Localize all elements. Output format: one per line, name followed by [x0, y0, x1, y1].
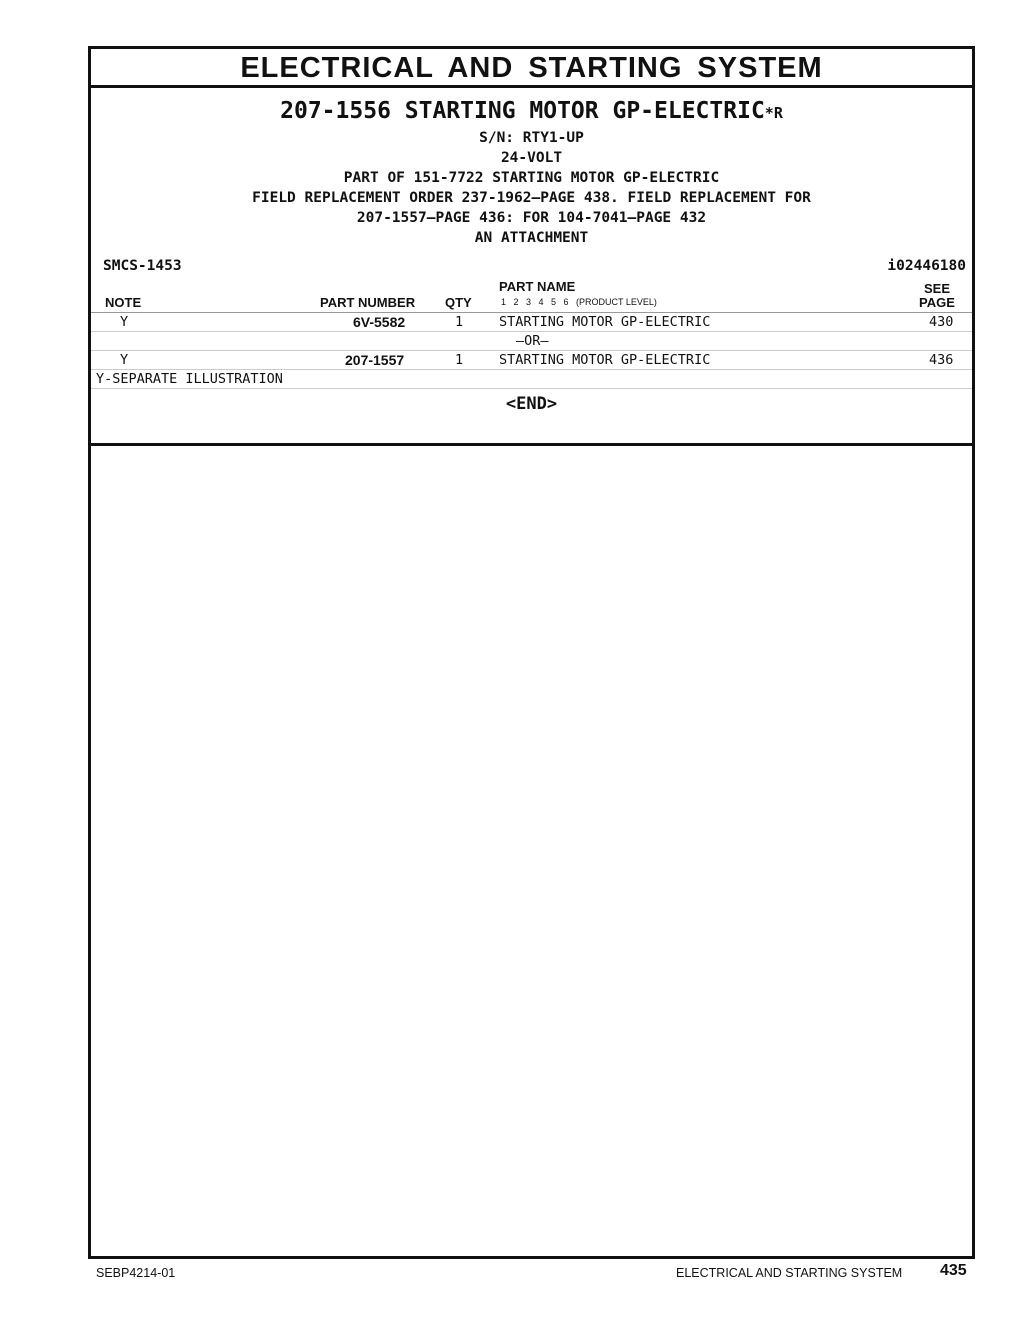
footer-page-number: 435 — [940, 1262, 967, 1279]
row-see-page[interactable]: 430 — [929, 314, 954, 330]
header-part-name: PART NAME — [499, 279, 576, 294]
info-reference: i02446180 — [887, 258, 966, 274]
header-see: SEE — [924, 281, 951, 296]
voltage-line: 24-VOLT — [500, 150, 563, 166]
row-note: Y — [120, 314, 129, 330]
section-title: ELECTRICAL AND STARTING SYSTEM — [91, 49, 972, 88]
header-product-levels: 1 2 3 4 5 6 (PRODUCT LEVEL) — [501, 297, 657, 307]
attachment-line: AN ATTACHMENT — [474, 230, 589, 246]
header-note: NOTE — [105, 295, 142, 310]
row-note: Y — [120, 352, 129, 368]
footer-doc-id: SEBP4214-01 — [96, 1266, 176, 1280]
row-qty: 1 — [455, 314, 464, 330]
row-part-name: STARTING MOTOR GP-ELECTRIC — [499, 314, 711, 330]
group-box — [91, 96, 972, 446]
group-title — [91, 96, 972, 128]
table-row — [91, 351, 972, 370]
table-row — [91, 313, 972, 332]
field-replacement-line-2: 207-1557—PAGE 436: FOR 104-7041—PAGE 432 — [356, 210, 707, 226]
part-of-line: PART OF 151-7722 STARTING MOTOR GP-ELECTRIC — [343, 170, 720, 186]
header-page: PAGE — [919, 295, 955, 310]
table-header — [91, 279, 972, 313]
group-header — [91, 96, 972, 248]
row-part-number[interactable]: 207-1557 — [345, 352, 405, 368]
field-replacement-line-1: FIELD REPLACEMENT ORDER 237-1962—PAGE 438. FIELD REPLACEMENT FOR — [252, 190, 811, 206]
end-marker: <END> — [505, 394, 558, 414]
group-title-text: 207-1556 STARTING MOTOR GP-ELECTRIC — [280, 98, 765, 124]
or-separator: —OR— — [516, 333, 549, 349]
header-qty: QTY — [445, 295, 472, 310]
header-part-number: PART NUMBER — [320, 295, 416, 310]
smcs-code: SMCS-1453 — [103, 258, 182, 274]
table-row-or — [91, 332, 972, 351]
page-frame — [88, 46, 975, 1259]
footer-section: ELECTRICAL AND STARTING SYSTEM — [676, 1266, 903, 1280]
row-part-name: STARTING MOTOR GP-ELECTRIC — [499, 352, 711, 368]
row-see-page[interactable]: 436 — [929, 352, 954, 368]
row-part-number[interactable]: 6V-5582 — [353, 314, 406, 330]
footnote-row — [91, 370, 972, 389]
row-qty: 1 — [455, 352, 464, 368]
footnote: Y-SEPARATE ILLUSTRATION — [96, 371, 283, 387]
serial-number-line: S/N: RTY1-UP — [479, 130, 584, 146]
group-title-suffix: *R — [764, 104, 783, 122]
